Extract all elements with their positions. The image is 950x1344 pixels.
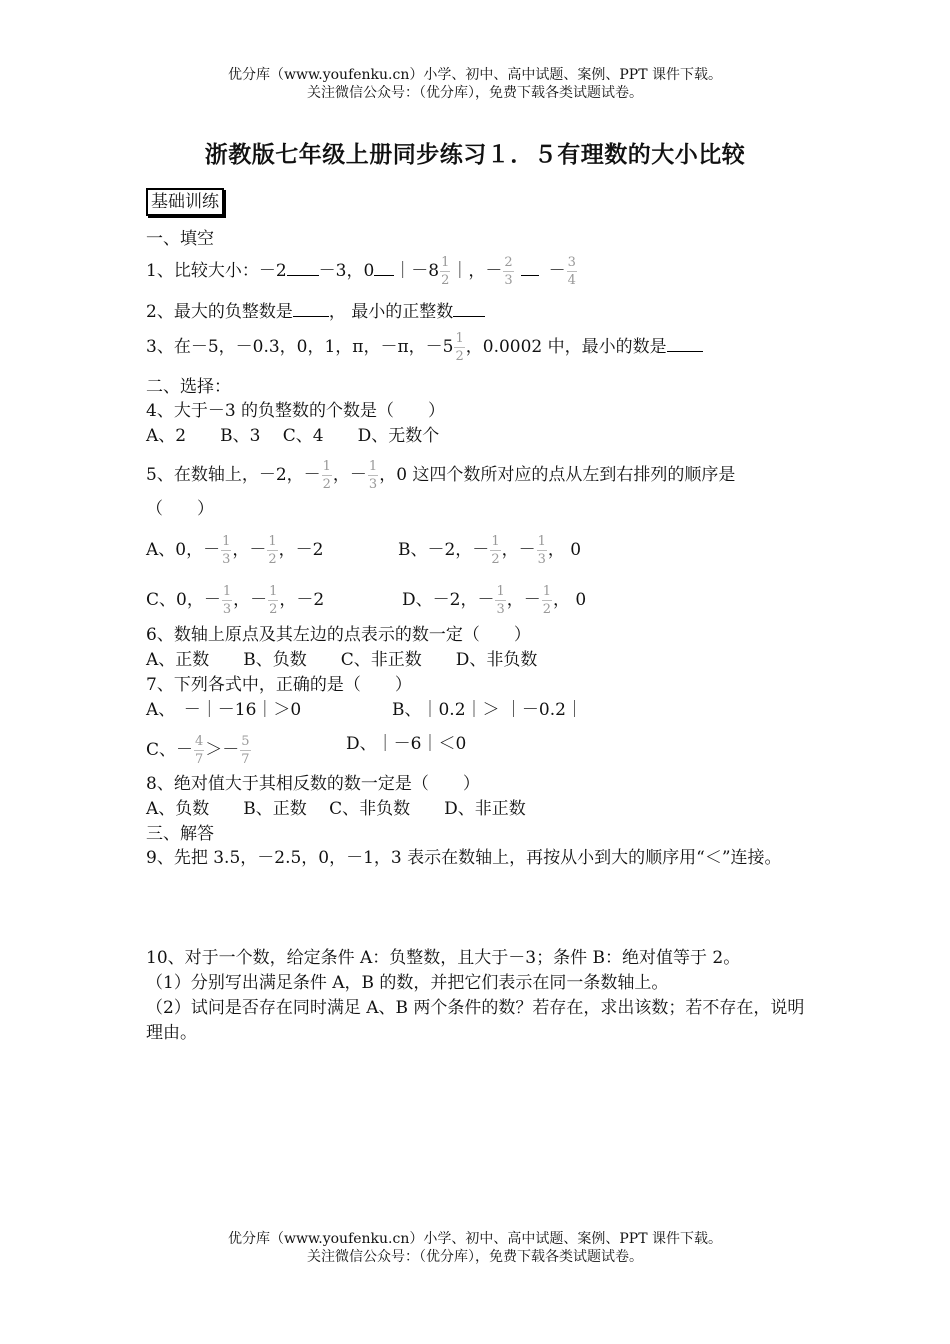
question-7-option-b: B、｜0.2｜＞ ｜－0.2｜ [392, 700, 583, 720]
fraction: $\frac{3}{4}$ [567, 255, 576, 288]
fraction: $\frac{1}{3}$ [368, 459, 378, 492]
fraction: $\frac{1}{3}$ [222, 534, 231, 567]
fraction: $\frac{4}{7}$ [195, 734, 204, 767]
question-8: 8、绝对值大于其相反数的数一定是（ ） [146, 774, 480, 794]
question-3 [146, 330, 703, 365]
q2-text-b: ， 最小的正整数 [328, 302, 454, 322]
section-label [146, 188, 224, 216]
question-5-bracket: （ ） [146, 499, 214, 519]
answer-blank[interactable] [521, 259, 539, 276]
question-7-option-d: D、｜－6｜＜0 [346, 734, 467, 754]
question-6: 6、数轴上原点及其左边的点表示的数一定（ ） [146, 625, 531, 645]
question-10-part-2: （2）试问是否存在同时满足 A、B 两个条件的数？若存在，求出该数；若不存在，说明理由。 [146, 998, 805, 1043]
footer-line-2: 关注微信公众号：（优分库），免费下载各类试题试卷。 [307, 1249, 643, 1265]
q1-text-e: － [548, 261, 566, 281]
question-10-part-1: （1）分别写出满足条件 A，B 的数，并把它们表示在同一条数轴上。 [146, 973, 669, 993]
part-2-heading: 二、选择： [146, 377, 231, 397]
question-5 [146, 458, 735, 493]
fraction: $\frac{1}{2}$ [322, 459, 331, 492]
question-10: 10、对于一个数，给定条件 A：负整数，且大于－3；条件 B：绝对值等于 2。 [146, 948, 741, 968]
fraction: $\frac{1}{2}$ [455, 331, 464, 364]
question-8-options: A、负数 B、正数 C、非负数 D、非正数 [146, 799, 526, 819]
q3-text-a: 3、在－5，－0.3，0，1，π，－π，－5 [146, 337, 454, 357]
answer-blank[interactable] [453, 300, 485, 317]
question-5-option-d: D、－2，－ $\frac{1}{3}$ ，－ $\frac{1}{2}$ ， 0 [402, 584, 587, 617]
fraction: $\frac{1}{3}$ [496, 584, 505, 617]
page-footer [0, 1230, 950, 1266]
fraction: $\frac{1}{2}$ [491, 534, 500, 567]
answer-blank[interactable] [374, 259, 394, 276]
q1-text-d: ｜，－ [451, 261, 503, 281]
part-1-heading: 一、填空 [146, 229, 214, 249]
q3-text-b: ，0.0002 中，最小的数是 [465, 337, 667, 357]
question-5-option-b: B、－2，－ $\frac{1}{2}$ ，－ $\frac{1}{3}$ ， 0 [398, 534, 582, 567]
fraction: $\frac{1}{2}$ [441, 255, 450, 288]
page-header [0, 66, 950, 102]
question-9: 9、先把 3.5，－2.5，0，－1，3 表示在数轴上，再按从小到大的顺序用“＜”连接。 [146, 848, 782, 868]
q2-text-a: 2、最大的负整数是 [146, 302, 293, 322]
q1-text-c: ｜－8 [394, 261, 440, 281]
question-6-options: A、正数 B、负数 C、非正数 D、非负数 [146, 650, 538, 670]
header-line-2: 关注微信公众号：（优分库），免费下载各类试题试卷。 [307, 85, 643, 101]
question-2 [146, 300, 485, 323]
fraction: $\frac{1}{3}$ [537, 534, 546, 567]
q5-text-c: ，0 这四个数所对应的点从左到右排列的顺序是 [379, 465, 736, 485]
fraction: $\frac{5}{7}$ [241, 734, 250, 767]
question-7: 7、下列各式中，正确的是（ ） [146, 675, 412, 695]
document-title: 浙教版七年级上册同步练习１．５有理数的大小比较 [204, 141, 746, 168]
answer-blank[interactable] [287, 259, 319, 276]
q1-text-b: －3，0 [318, 261, 375, 281]
q5-text-a: 5、在数轴上，－2，－ [146, 465, 321, 485]
question-1 [146, 254, 578, 289]
fraction: $\frac{2}{3}$ [504, 255, 513, 288]
fraction: $\frac{1}{3}$ [222, 584, 232, 617]
answer-blank[interactable] [667, 335, 703, 352]
part-3-heading: 三、解答 [146, 824, 214, 844]
question-4-options: A、2 B、3 C、4 D、无数个 [146, 426, 440, 446]
footer-line-1: 优分库（www.youfenku.cn）小学、初中、高中试题、案例、PPT 课件下载。 [227, 1231, 722, 1247]
fraction: $\frac{1}{2}$ [268, 534, 277, 567]
fraction: $\frac{1}{2}$ [542, 584, 552, 617]
q1-text-a: 1、比较大小：－2 [146, 261, 287, 281]
question-5-option-a: A、0，－ $\frac{1}{3}$ ，－ $\frac{1}{2}$ ，－2 [146, 534, 324, 567]
section-box: 基础训练 [146, 188, 224, 216]
header-line-1: 优分库（www.youfenku.cn）小学、初中、高中试题、案例、PPT 课件下载。 [227, 67, 722, 83]
question-4: 4、大于－3 的负整数的个数是（ ） [146, 401, 446, 421]
answer-blank[interactable] [293, 300, 329, 317]
question-7-option-a: A、 －｜－16｜＞0 [146, 700, 302, 720]
fraction: $\frac{1}{2}$ [269, 584, 278, 617]
q5-text-b: ，－ [332, 465, 367, 485]
question-5-option-c: C、0，－ $\frac{1}{3}$ ，－ $\frac{1}{2}$ ，－2 [146, 584, 325, 617]
question-7-option-c: C、－ $\frac{4}{7}$ ＞－ $\frac{5}{7}$ [146, 734, 250, 767]
